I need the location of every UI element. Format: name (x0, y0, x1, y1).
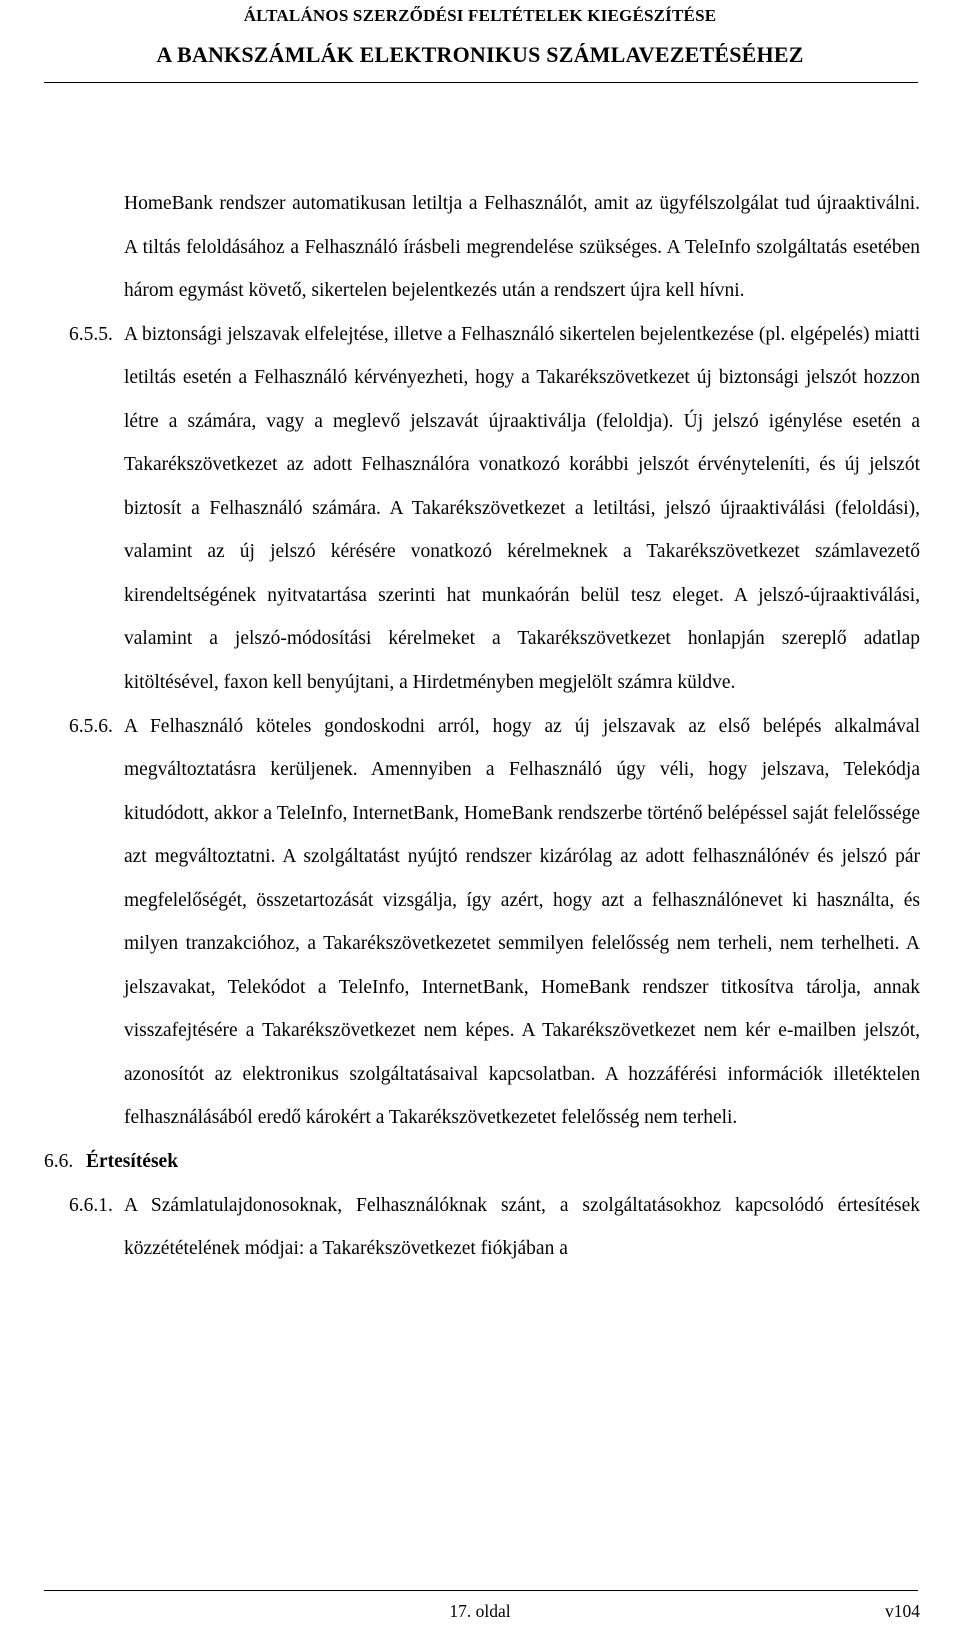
continuation-paragraph: HomeBank rendszer automatikusan letiltja a Felhasználót, amit az ügyfélszolgálat tud újraaktiválni. A tiltás feloldásához a Felhasználó írásbeli megrendelése szükséges. A TeleInfo szolgáltatás esetében három egymást követő, sikertelen bejelentkezés után a rendszert újra kell hívni. (124, 193, 920, 302)
item-6-5-6 (69, 705, 920, 1140)
header-divider (44, 82, 918, 83)
section-6-6-heading (44, 1140, 920, 1184)
document-version: v104 (885, 1601, 920, 1621)
item-6-5-5 (69, 313, 920, 705)
item-6-5-6-number: 6.5.6. (69, 715, 113, 737)
item-6-5-5-text: A biztonsági jelszavak elfelejtése, illetve a Felhasználó sikertelen bejelentkezése (pl. elgépelés) miatti letiltás esetén a Felhasználó kérvényezheti, hogy a Takarékszövetkezet új biztonsági jelszót hozzon létre a számára, vagy a meglevő jelszavát újraaktiválja (feloldja). Új jelszó igénylése esetén a Takarékszövetkezet az adott Felhasználóra vonatkozó korábbi jelszót érvényteleníti, és új jelszót biztosít a Felhasználó számára. A Takarékszövetkezet a letiltási, jelszó újraaktiválási (feloldási), valamint az új jelszó kérésére vonatkozó kérelmeknek a Takarékszövetkezet számlavezető kirendeltségének nyitvatartása szerinti hat munkaórán belül tesz eleget. A jelszó-újraaktiválási, valamint a jelszó-módosítási kérelmeket a Takarékszövetkezet honlapján szereplő adatlap kitöltésével, faxon kell benyújtani, a Hirdetményben megjelölt számra küldve. (124, 323, 920, 694)
page-number: 17. oldal (449, 1601, 511, 1621)
section-6-6-title: Értesítések (86, 1151, 179, 1173)
item-6-6-1-number: 6.6.1. (69, 1194, 113, 1216)
header-title-line2: A BANKSZÁMLÁK ELEKTRONIKUS SZÁMLAVEZETÉSÉHEZ (156, 42, 804, 67)
item-6-6-1 (69, 1184, 920, 1271)
item-6-5-6-text: A Felhasználó köteles gondoskodni arról, hogy az új jelszavak az első belépés alkalmával megváltoztatásra kerüljenek. Amennyiben a Felhasználó úgy véli, hogy jelszava, Telekódja kitudódott, akkor a TeleInfo, InternetBank, HomeBank rendszerbe történő belépéssel saját felelőssége azt megváltoztatni. A szolgáltatást nyújtó rendszer kizárólag az adott felhasználónév és jelszó pár megfelelőségét, összetartozását vizsgálja, így azért, hogy azt a felhasználónevet ki használta, és milyen tranzakcióhoz, a Takarékszövetkezetet semmilyen felelősség nem terheli, nem terhelheti. A jelszavakat, Telekódot a TeleInfo, InternetBank, HomeBank rendszer titkosítva tárolja, annak visszafejtésére a Takarékszövetkezet nem képes. A Takarékszövetkezet nem kér e-mailben jelszót, azonosítót az elektronikus szolgáltatásaival kapcsolatban. A hozzáférési információk illetéktelen felhasználásából eredő károkért a Takarékszövetkezetet felelősség nem terheli. (124, 715, 920, 1129)
header-title-line1: ÁLTALÁNOS SZERZŐDÉSI FELTÉTELEK KIEGÉSZÍTÉSE (243, 6, 717, 25)
document-body (44, 182, 920, 1271)
footer-divider (44, 1590, 918, 1591)
item-6-5-5-number: 6.5.5. (69, 323, 113, 345)
section-6-6-number: 6.6. (44, 1151, 74, 1173)
item-6-6-1-text: A Számlatulajdonosoknak, Felhasználóknak szánt, a szolgáltatásokhoz kapcsolódó értesítések közzétételének módjai: a Takarékszövetkezet fiókjában a (124, 1194, 920, 1260)
